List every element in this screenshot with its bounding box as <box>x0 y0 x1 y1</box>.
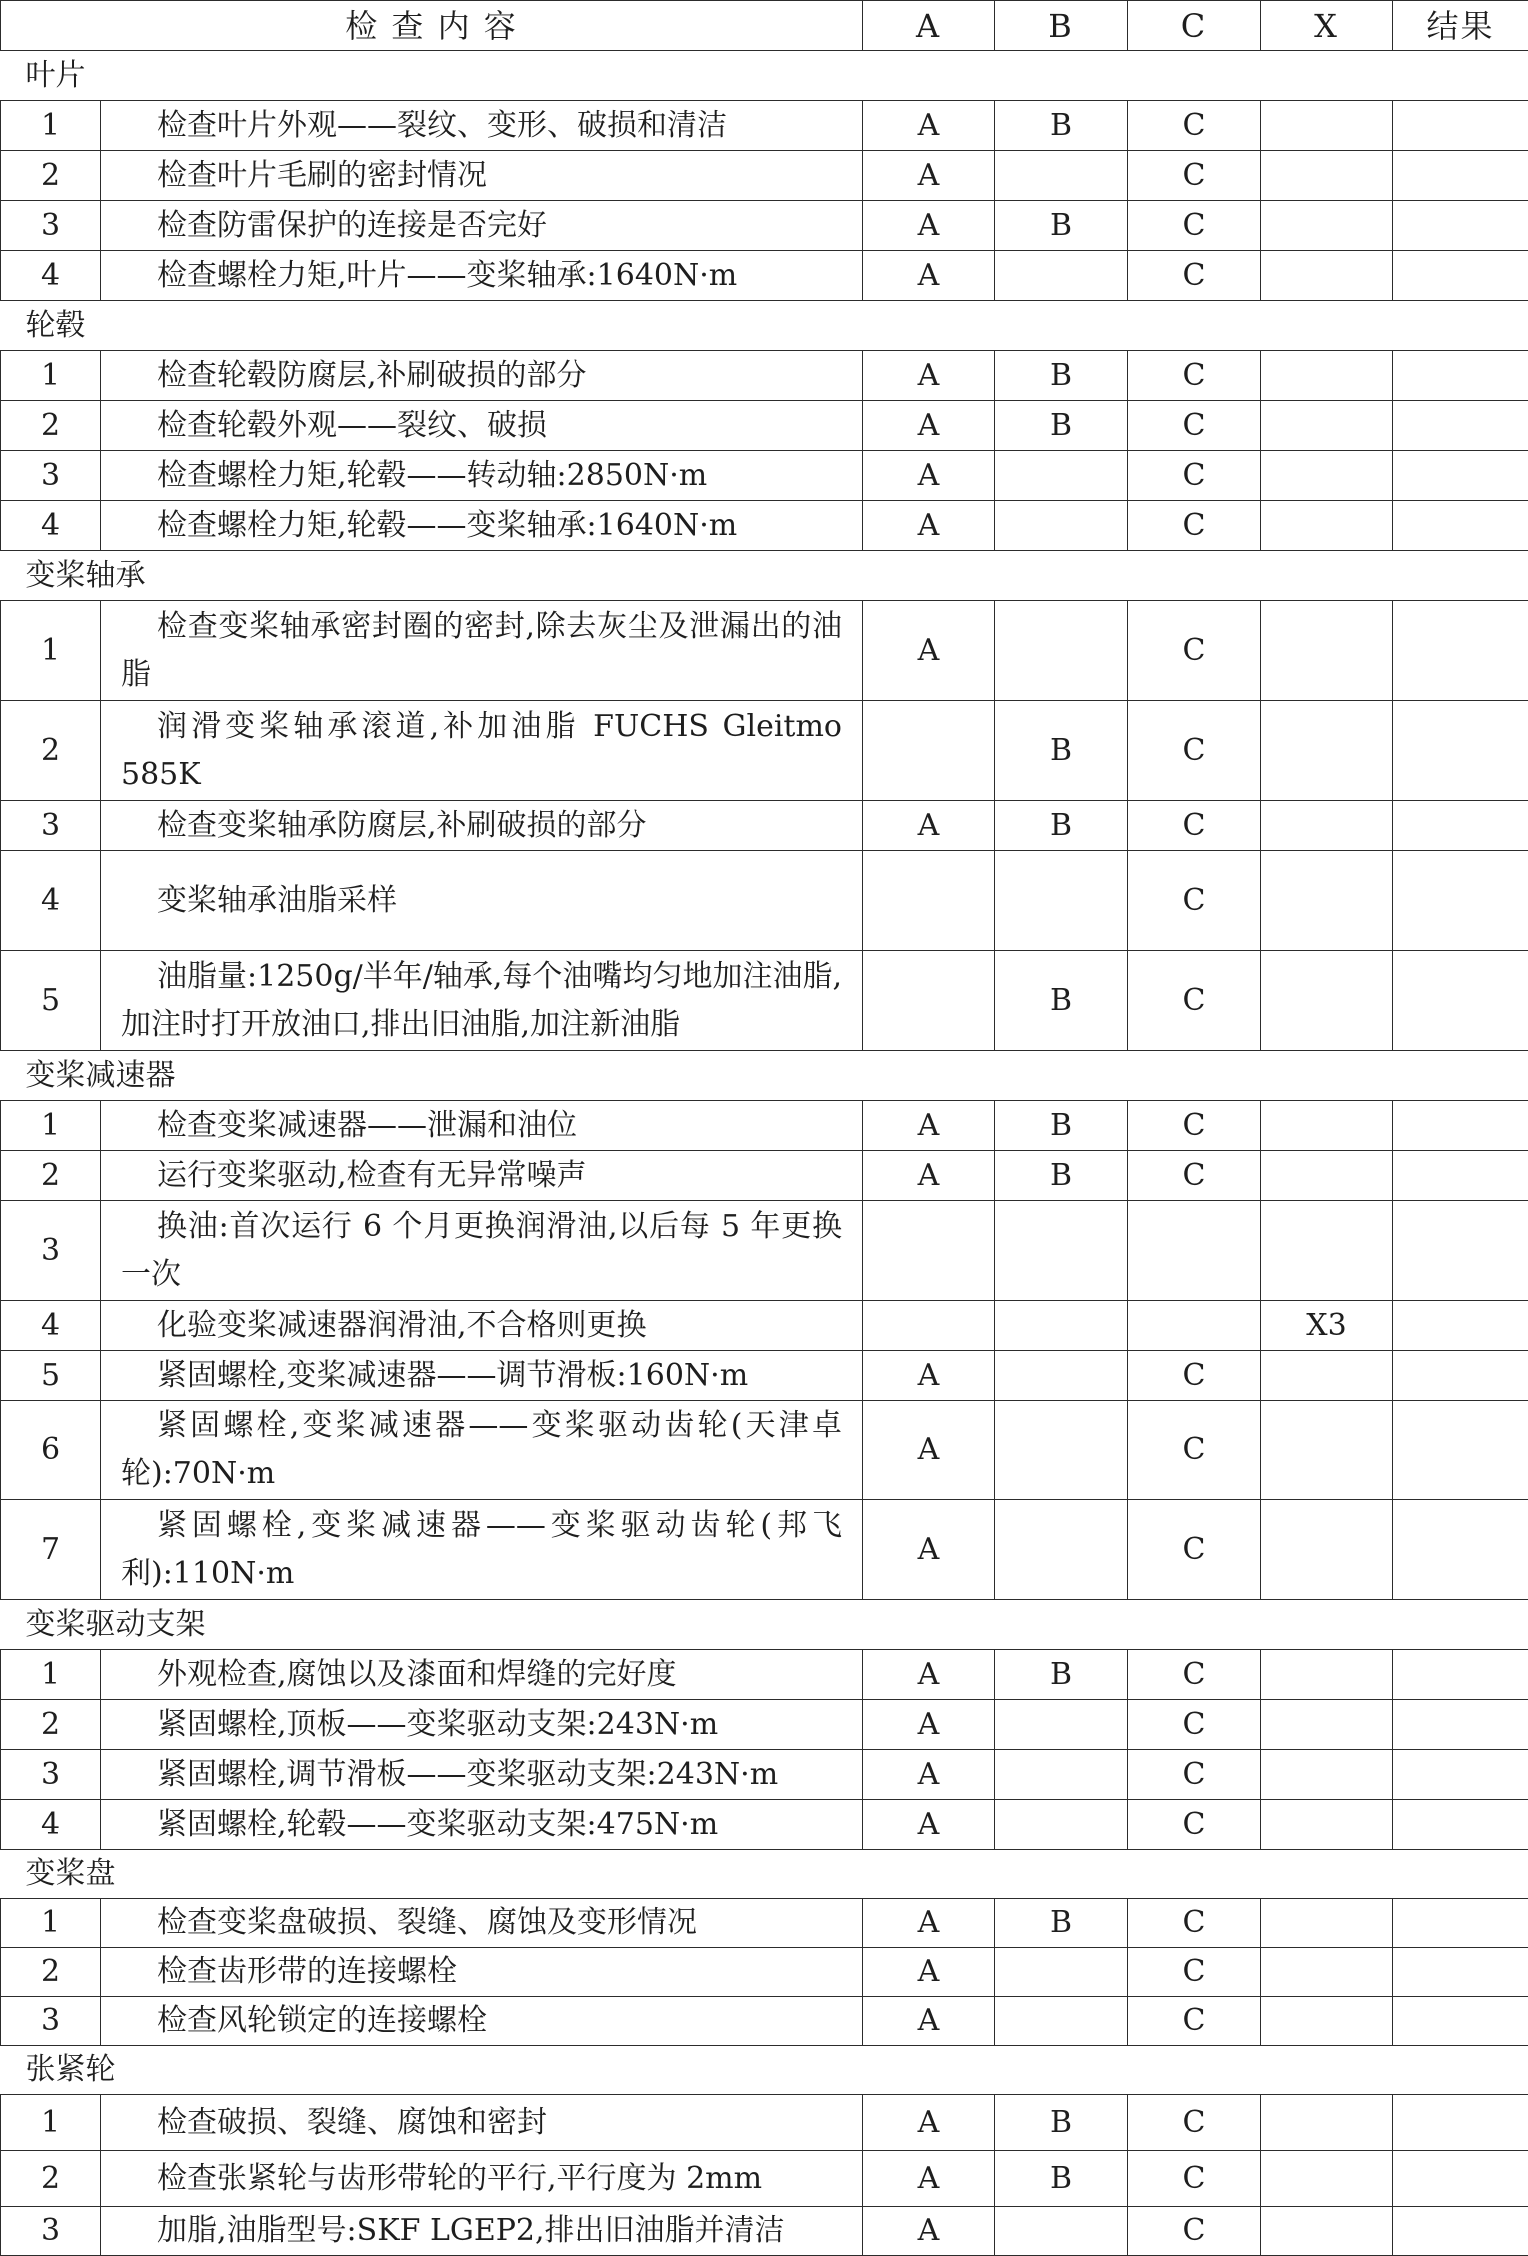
item-number: 3 <box>1 801 101 851</box>
cell-a: A <box>863 2207 995 2256</box>
item-content: 检查风轮锁定的连接螺栓 <box>101 1997 863 2046</box>
cell-c <box>1128 1201 1261 1301</box>
cell-a: A <box>863 351 995 401</box>
cell-c: C <box>1128 351 1261 401</box>
section-row <box>1 1850 1528 1899</box>
item-content: 换油:首次运行 6 个月更换润滑油,以后每 5 年更换一次 <box>101 1201 863 1301</box>
cell-c: C <box>1128 851 1261 951</box>
item-content: 检查变桨轴承防腐层,补刷破损的部分 <box>101 801 863 851</box>
cell-result <box>1393 1101 1528 1151</box>
cell-b <box>995 451 1128 501</box>
item-content: 变桨轴承油脂采样 <box>101 851 863 951</box>
cell-c: C <box>1128 501 1261 551</box>
cell-result <box>1393 1750 1528 1800</box>
cell-result <box>1393 1301 1528 1351</box>
cell-c: C <box>1128 1500 1261 1600</box>
cell-c: C <box>1128 101 1261 151</box>
table-row <box>1 1201 1528 1301</box>
section-row <box>1 301 1528 351</box>
cell-result <box>1393 1948 1528 1997</box>
cell-x <box>1261 2095 1393 2151</box>
cell-result <box>1393 1351 1528 1401</box>
item-number: 2 <box>1 701 101 801</box>
header-content: 检 查 内 容 <box>1 1 863 51</box>
item-number: 1 <box>1 1101 101 1151</box>
cell-x <box>1261 1948 1393 1997</box>
cell-result <box>1393 951 1528 1051</box>
cell-c: C <box>1128 801 1261 851</box>
cell-c: C <box>1128 451 1261 501</box>
cell-result <box>1393 451 1528 501</box>
cell-c: C <box>1128 1899 1261 1948</box>
table-row <box>1 1401 1528 1500</box>
cell-b <box>995 501 1128 551</box>
item-content: 检查叶片外观——裂纹、变形、破损和清洁 <box>101 101 863 151</box>
cell-result <box>1393 601 1528 701</box>
item-number: 2 <box>1 1151 101 1201</box>
cell-c: C <box>1128 701 1261 801</box>
table-row <box>1 1750 1528 1800</box>
cell-x <box>1261 1899 1393 1948</box>
table-row <box>1 1948 1528 1997</box>
cell-result <box>1393 101 1528 151</box>
item-number: 4 <box>1 251 101 301</box>
cell-x <box>1261 251 1393 301</box>
cell-b <box>995 1351 1128 1401</box>
cell-b: B <box>995 351 1128 401</box>
cell-result <box>1393 801 1528 851</box>
table-row <box>1 1800 1528 1850</box>
item-content: 外观检查,腐蚀以及漆面和焊缝的完好度 <box>101 1650 863 1700</box>
cell-result <box>1393 1899 1528 1948</box>
cell-b <box>995 1301 1128 1351</box>
item-number: 4 <box>1 1800 101 1850</box>
cell-b: B <box>995 1151 1128 1201</box>
cell-c: C <box>1128 1948 1261 1997</box>
cell-a <box>863 701 995 801</box>
item-content: 检查轮毂防腐层,补刷破损的部分 <box>101 351 863 401</box>
table-row <box>1 501 1528 551</box>
item-content: 紧固螺栓,变桨减速器——调节滑板:160N·m <box>101 1351 863 1401</box>
item-number: 2 <box>1 1948 101 1997</box>
cell-a: A <box>863 2151 995 2207</box>
item-content: 运行变桨驱动,检查有无异常噪声 <box>101 1151 863 1201</box>
cell-b: B <box>995 1899 1128 1948</box>
cell-b: B <box>995 401 1128 451</box>
cell-a: A <box>863 1948 995 1997</box>
item-content: 检查破损、裂缝、腐蚀和密封 <box>101 2095 863 2151</box>
cell-x <box>1261 201 1393 251</box>
table-row <box>1 251 1528 301</box>
item-content: 紧固螺栓,轮毂——变桨驱动支架:475N·m <box>101 1800 863 1850</box>
cell-c: C <box>1128 1351 1261 1401</box>
cell-c: C <box>1128 1800 1261 1850</box>
cell-x <box>1261 1101 1393 1151</box>
item-number: 3 <box>1 1750 101 1800</box>
cell-a: A <box>863 1401 995 1500</box>
cell-c: C <box>1128 2207 1261 2256</box>
cell-a: A <box>863 1151 995 1201</box>
cell-result <box>1393 2207 1528 2256</box>
section-row <box>1 1600 1528 1650</box>
header-result: 结果 <box>1393 1 1528 51</box>
cell-x <box>1261 601 1393 701</box>
table-row <box>1 401 1528 451</box>
cell-b: B <box>995 1650 1128 1700</box>
cell-result <box>1393 1800 1528 1850</box>
cell-x <box>1261 2207 1393 2256</box>
cell-x <box>1261 151 1393 201</box>
cell-x <box>1261 1800 1393 1850</box>
cell-b: B <box>995 201 1128 251</box>
cell-result <box>1393 501 1528 551</box>
item-content: 检查张紧轮与齿形带轮的平行,平行度为 2mm <box>101 2151 863 2207</box>
item-number: 4 <box>1 501 101 551</box>
item-content: 润滑变桨轴承滚道,补加油脂 FUCHS Gleitmo 585K <box>101 701 863 801</box>
item-number: 2 <box>1 1700 101 1750</box>
cell-x <box>1261 1500 1393 1600</box>
cell-a: A <box>863 1500 995 1600</box>
table-row <box>1 2095 1528 2151</box>
table-row <box>1 2151 1528 2207</box>
cell-a: A <box>863 451 995 501</box>
cell-result <box>1393 1401 1528 1500</box>
item-number: 1 <box>1 2095 101 2151</box>
cell-x <box>1261 701 1393 801</box>
cell-b: B <box>995 101 1128 151</box>
cell-c: C <box>1128 1997 1261 2046</box>
item-number: 3 <box>1 1201 101 1301</box>
item-number: 2 <box>1 2151 101 2207</box>
cell-x: X3 <box>1261 1301 1393 1351</box>
cell-b: B <box>995 701 1128 801</box>
cell-x <box>1261 401 1393 451</box>
item-content: 检查螺栓力矩,轮毂——变桨轴承:1640N·m <box>101 501 863 551</box>
cell-c: C <box>1128 601 1261 701</box>
section-row <box>1 1051 1528 1101</box>
cell-result <box>1393 851 1528 951</box>
cell-result <box>1393 1997 1528 2046</box>
cell-b <box>995 1997 1128 2046</box>
cell-b <box>995 601 1128 701</box>
cell-a: A <box>863 251 995 301</box>
section-row <box>1 2046 1528 2095</box>
item-content: 检查变桨盘破损、裂缝、腐蚀及变形情况 <box>101 1899 863 1948</box>
item-number: 2 <box>1 401 101 451</box>
cell-a <box>863 951 995 1051</box>
item-number: 3 <box>1 451 101 501</box>
cell-b <box>995 1500 1128 1600</box>
cell-result <box>1393 151 1528 201</box>
table-row <box>1 851 1528 951</box>
item-number: 3 <box>1 1997 101 2046</box>
cell-c: C <box>1128 1700 1261 1750</box>
table-row <box>1 1101 1528 1151</box>
item-content: 检查防雷保护的连接是否完好 <box>101 201 863 251</box>
cell-c <box>1128 1301 1261 1351</box>
cell-b: B <box>995 2151 1128 2207</box>
item-number: 5 <box>1 951 101 1051</box>
item-content: 检查轮毂外观——裂纹、破损 <box>101 401 863 451</box>
cell-result <box>1393 251 1528 301</box>
cell-a: A <box>863 2095 995 2151</box>
table-row <box>1 601 1528 701</box>
section-title: 张紧轮 <box>1 2046 1528 2095</box>
table-row <box>1 701 1528 801</box>
item-number: 6 <box>1 1401 101 1500</box>
cell-b <box>995 851 1128 951</box>
cell-result <box>1393 351 1528 401</box>
cell-result <box>1393 2151 1528 2207</box>
item-content: 检查变桨减速器——泄漏和油位 <box>101 1101 863 1151</box>
item-content: 化验变桨减速器润滑油,不合格则更换 <box>101 1301 863 1351</box>
table-row <box>1 951 1528 1051</box>
cell-result <box>1393 1201 1528 1301</box>
table-row <box>1 201 1528 251</box>
cell-x <box>1261 1997 1393 2046</box>
cell-x <box>1261 2151 1393 2207</box>
cell-x <box>1261 1750 1393 1800</box>
cell-a: A <box>863 1101 995 1151</box>
item-content: 紧固螺栓,调节滑板——变桨驱动支架:243N·m <box>101 1750 863 1800</box>
cell-a: A <box>863 601 995 701</box>
cell-b <box>995 251 1128 301</box>
item-content: 加脂,油脂型号:SKF LGEP2,排出旧油脂并清洁 <box>101 2207 863 2256</box>
item-number: 1 <box>1 101 101 151</box>
cell-a: A <box>863 101 995 151</box>
section-title: 变桨盘 <box>1 1850 1528 1899</box>
cell-x <box>1261 851 1393 951</box>
item-number: 1 <box>1 1899 101 1948</box>
item-number: 1 <box>1 601 101 701</box>
item-number: 3 <box>1 2207 101 2256</box>
section-title: 变桨驱动支架 <box>1 1600 1528 1650</box>
cell-a: A <box>863 1750 995 1800</box>
cell-b <box>995 2207 1128 2256</box>
table-row <box>1 101 1528 151</box>
cell-c: C <box>1128 1401 1261 1500</box>
cell-b <box>995 1948 1128 1997</box>
cell-a: A <box>863 1650 995 1700</box>
cell-b <box>995 1201 1128 1301</box>
cell-a: A <box>863 1997 995 2046</box>
cell-c: C <box>1128 401 1261 451</box>
cell-b: B <box>995 801 1128 851</box>
item-content: 紧固螺栓,顶板——变桨驱动支架:243N·m <box>101 1700 863 1750</box>
cell-result <box>1393 201 1528 251</box>
cell-a <box>863 851 995 951</box>
cell-result <box>1393 1700 1528 1750</box>
item-content: 检查螺栓力矩,轮毂——转动轴:2850N·m <box>101 451 863 501</box>
table-row <box>1 1997 1528 2046</box>
table-row <box>1 1351 1528 1401</box>
cell-c: C <box>1128 251 1261 301</box>
item-content: 紧固螺栓,变桨减速器——变桨驱动齿轮(天津卓轮):70N·m <box>101 1401 863 1500</box>
cell-b: B <box>995 951 1128 1051</box>
cell-x <box>1261 1351 1393 1401</box>
table-row <box>1 151 1528 201</box>
cell-a: A <box>863 801 995 851</box>
item-content: 检查叶片毛刷的密封情况 <box>101 151 863 201</box>
cell-result <box>1393 2095 1528 2151</box>
cell-b <box>995 1700 1128 1750</box>
table-row <box>1 1500 1528 1600</box>
cell-c: C <box>1128 1750 1261 1800</box>
section-row <box>1 551 1528 601</box>
cell-b <box>995 1750 1128 1800</box>
header-c: C <box>1128 1 1261 51</box>
item-number: 1 <box>1 351 101 401</box>
cell-c: C <box>1128 1151 1261 1201</box>
item-number: 7 <box>1 1500 101 1600</box>
cell-a: A <box>863 1351 995 1401</box>
section-title: 变桨轴承 <box>1 551 1528 601</box>
section-title: 变桨减速器 <box>1 1051 1528 1101</box>
cell-c: C <box>1128 1101 1261 1151</box>
cell-a: A <box>863 501 995 551</box>
item-number: 2 <box>1 151 101 201</box>
section-title: 轮毂 <box>1 301 1528 351</box>
item-number: 1 <box>1 1650 101 1700</box>
table-row <box>1 1700 1528 1750</box>
cell-c: C <box>1128 1650 1261 1700</box>
cell-c: C <box>1128 151 1261 201</box>
cell-a: A <box>863 201 995 251</box>
item-content: 油脂量:1250g/半年/轴承,每个油嘴均匀地加注油脂,加注时打开放油口,排出旧油脂,加注新油脂 <box>101 951 863 1051</box>
cell-a: A <box>863 401 995 451</box>
cell-result <box>1393 401 1528 451</box>
cell-x <box>1261 351 1393 401</box>
item-number: 4 <box>1 1301 101 1351</box>
cell-x <box>1261 951 1393 1051</box>
header-row <box>1 1 1528 51</box>
header-a: A <box>863 1 995 51</box>
item-number: 4 <box>1 851 101 951</box>
cell-x <box>1261 501 1393 551</box>
section-title: 叶片 <box>1 51 1528 101</box>
item-content: 检查变桨轴承密封圈的密封,除去灰尘及泄漏出的油脂 <box>101 601 863 701</box>
cell-x <box>1261 1151 1393 1201</box>
table-row <box>1 451 1528 501</box>
cell-result <box>1393 1151 1528 1201</box>
header-b: B <box>995 1 1128 51</box>
cell-b <box>995 1800 1128 1850</box>
table-row <box>1 801 1528 851</box>
item-content: 检查齿形带的连接螺栓 <box>101 1948 863 1997</box>
item-content: 紧固螺栓,变桨减速器——变桨驱动齿轮(邦飞利):110N·m <box>101 1500 863 1600</box>
table-row <box>1 1151 1528 1201</box>
section-row <box>1 51 1528 101</box>
cell-a <box>863 1301 995 1351</box>
cell-result <box>1393 701 1528 801</box>
cell-a: A <box>863 1899 995 1948</box>
cell-b <box>995 1401 1128 1500</box>
cell-a: A <box>863 1800 995 1850</box>
table-row <box>1 2207 1528 2256</box>
table-row <box>1 1899 1528 1948</box>
cell-result <box>1393 1500 1528 1600</box>
cell-x <box>1261 1650 1393 1700</box>
cell-c: C <box>1128 951 1261 1051</box>
cell-x <box>1261 1401 1393 1500</box>
item-number: 5 <box>1 1351 101 1401</box>
cell-c: C <box>1128 201 1261 251</box>
header-x: X <box>1261 1 1393 51</box>
cell-result <box>1393 1650 1528 1700</box>
cell-a <box>863 1201 995 1301</box>
cell-a: A <box>863 151 995 201</box>
cell-x <box>1261 451 1393 501</box>
item-number: 3 <box>1 201 101 251</box>
cell-x <box>1261 101 1393 151</box>
cell-c: C <box>1128 2095 1261 2151</box>
cell-b: B <box>995 2095 1128 2151</box>
cell-x <box>1261 1700 1393 1750</box>
cell-c: C <box>1128 2151 1261 2207</box>
cell-b <box>995 151 1128 201</box>
table-row <box>1 1301 1528 1351</box>
cell-b: B <box>995 1101 1128 1151</box>
table-row <box>1 351 1528 401</box>
item-content: 检查螺栓力矩,叶片——变桨轴承:1640N·m <box>101 251 863 301</box>
cell-x <box>1261 1201 1393 1301</box>
cell-a: A <box>863 1700 995 1750</box>
cell-x <box>1261 801 1393 851</box>
table-row <box>1 1650 1528 1700</box>
